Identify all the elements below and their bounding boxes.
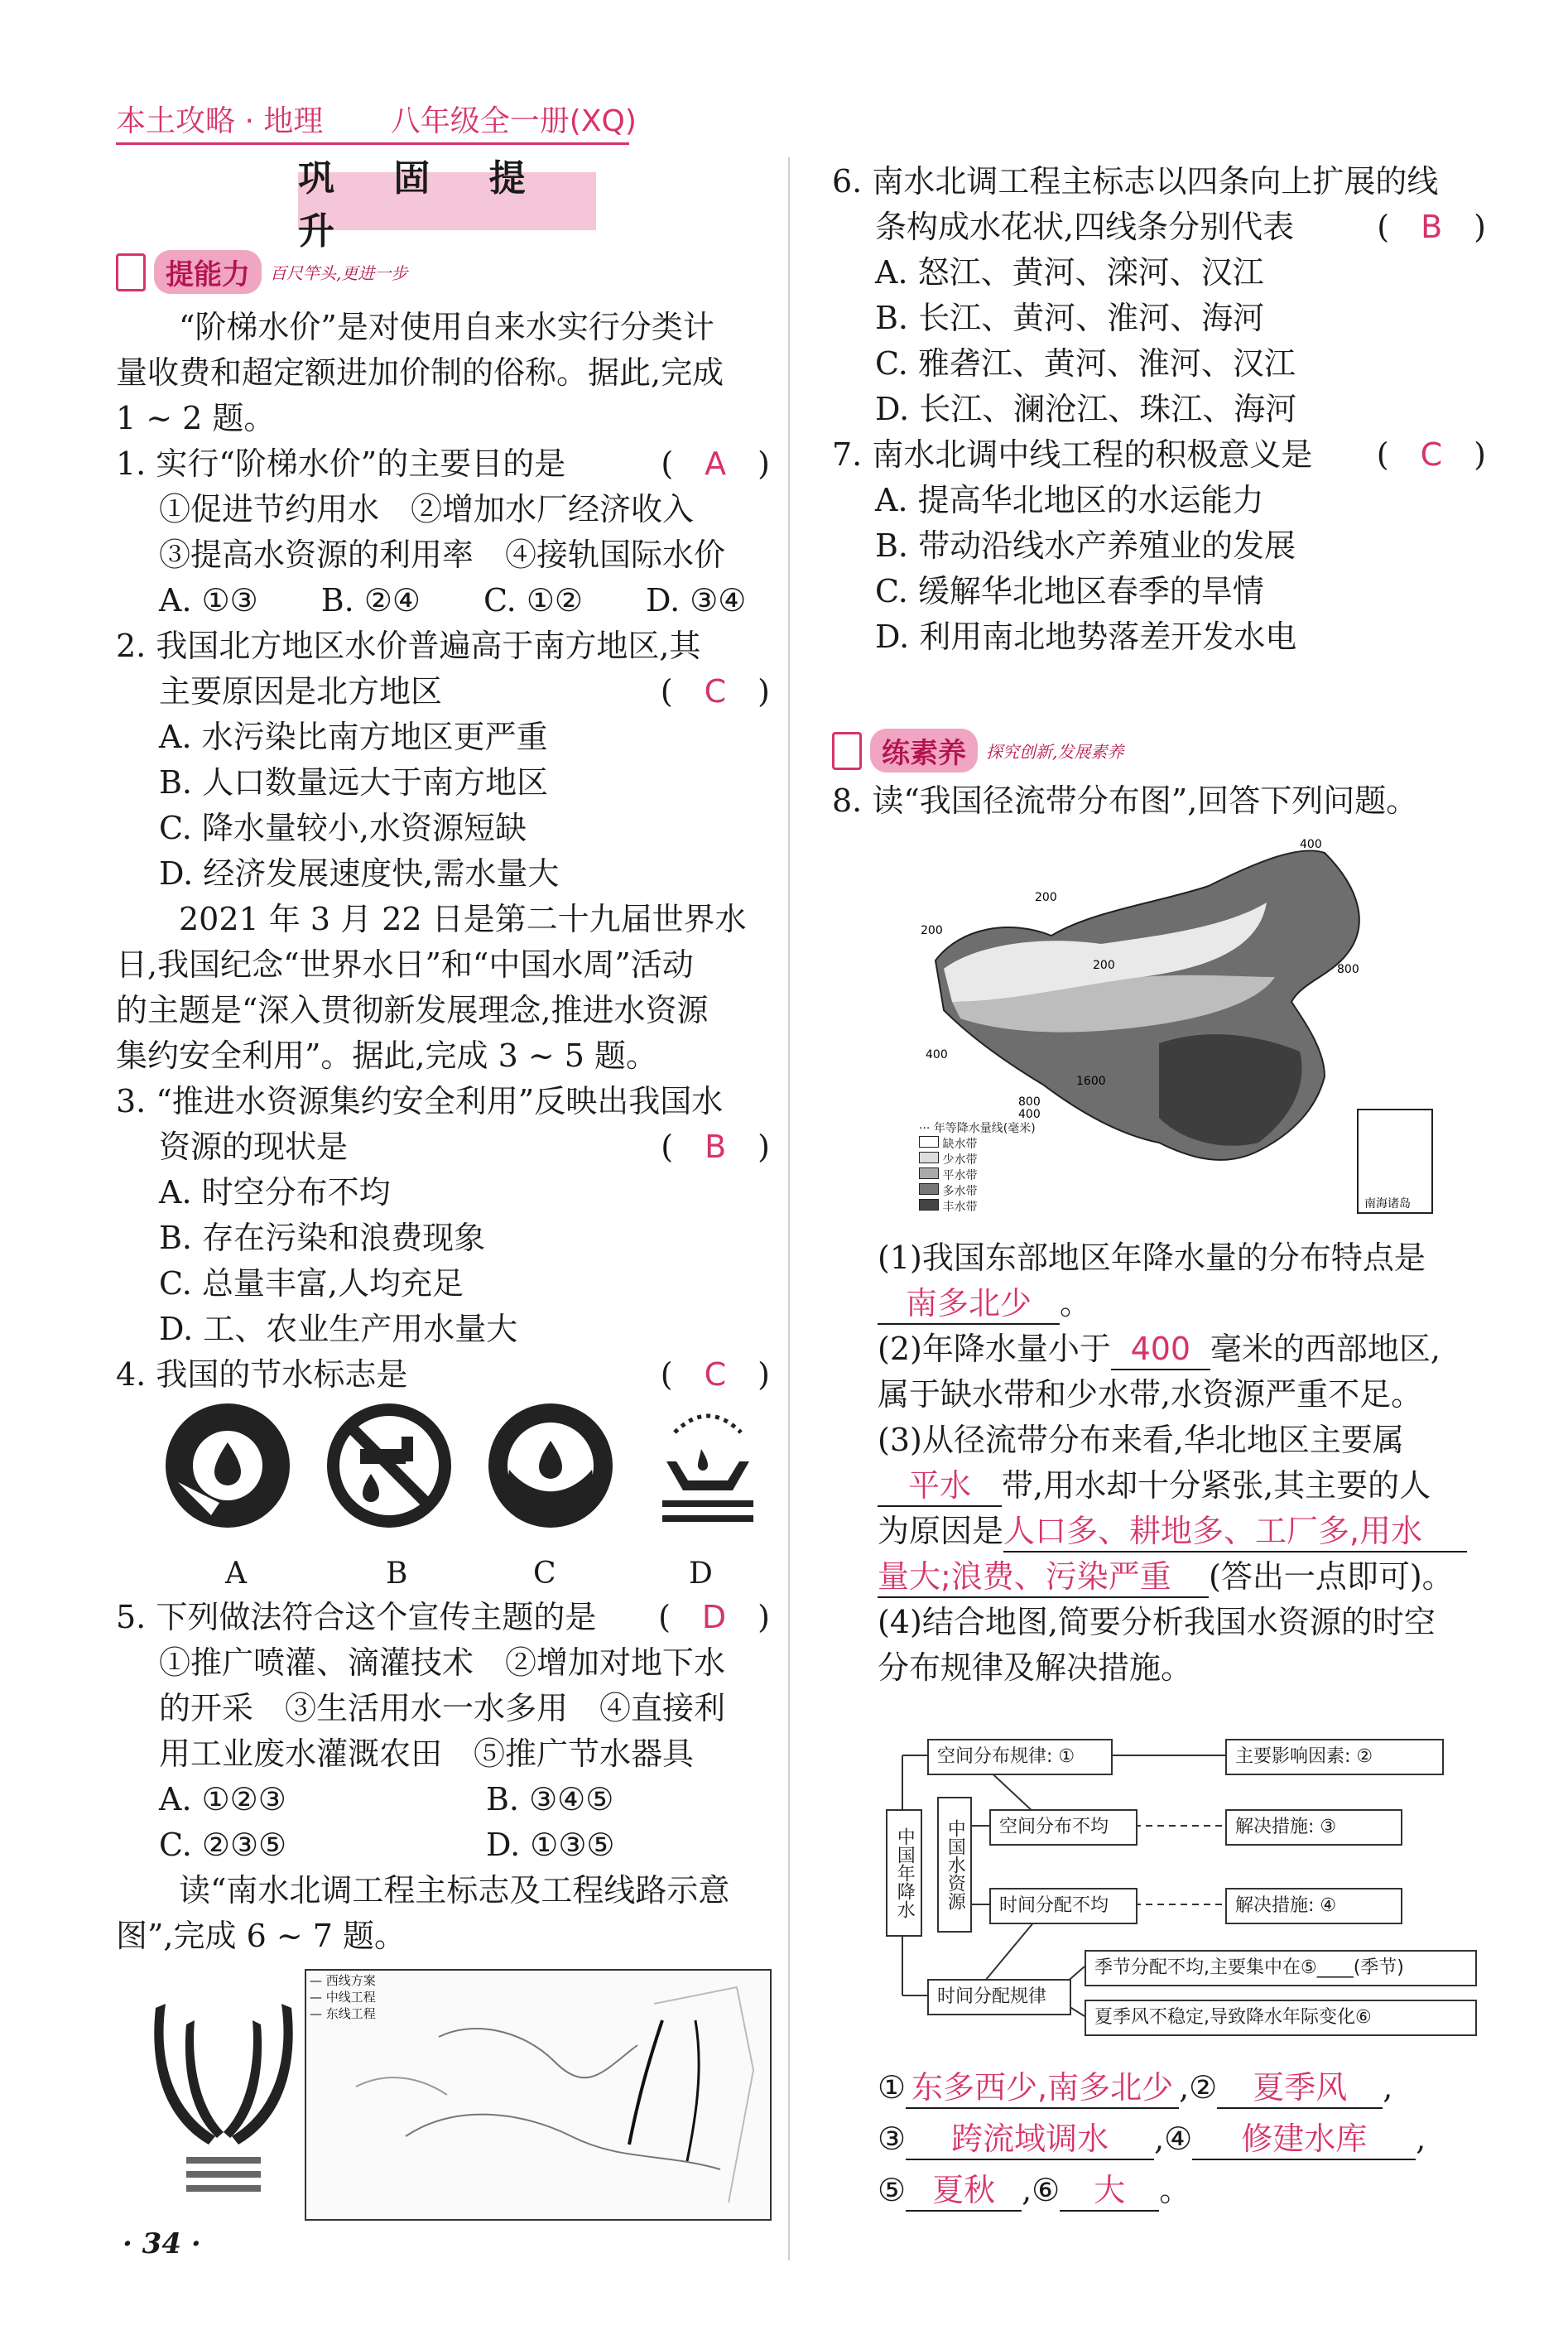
q8-p3: (3)从径流带分布来看,华北地区主要属 [878,1422,1404,1458]
q6-stem2: 条构成水花状,四线条分别代表 ( B ) [875,209,1486,245]
q6-option: B. 长江、黄河、淮河、海河 [875,300,1265,336]
logo-b-icon [327,1403,451,1528]
water-saving-logos [161,1399,774,1540]
q3-option: B. 存在污染和浪费现象 [159,1220,486,1256]
route-legend [310,1972,376,2022]
logo-label-a: A [225,1557,247,1591]
badge-literacy-label: 练素养 [870,729,978,773]
q5-answer: D [701,1599,727,1635]
q1-line: ③提高水资源的利用率 ④接轨国际水价 [159,537,726,573]
q7-option: D. 利用南北地势落差开发水电 [875,619,1297,655]
logo-a-icon [166,1403,290,1528]
q8-a3b-1: 人口多、耕地多、工厂多,用水 [1003,1511,1467,1553]
answer-4: 修建水库 [1192,2119,1416,2160]
q8-a2: 400 [1111,1329,1210,1370]
q5-options-ab: A. ①②③ B. ③④⑤ [159,1781,614,1817]
q8-p3-line3: 为原因是人口多、耕地多、工厂多,用水 [878,1509,1507,1554]
answer-5: 夏秋 [906,2170,1022,2212]
q8-p3-line2: 平水 带,用水却十分紧张,其主要的人 [878,1463,1507,1509]
runoff-legend [919,1122,1036,1215]
q5-stem: 5. 下列做法符合这个宣传主题的是 ( D ) [116,1599,770,1635]
q8-p1: (1)我国东部地区年降水量的分布特点是 [878,1240,1426,1276]
logo-label-d: D [689,1557,713,1591]
legend-item: 少水带 [919,1152,1036,1167]
q5-line: 用工业废水灌溉农田 ⑤推广节水器具 [159,1735,695,1772]
q8-p2: (2)年降水量小于 400 毫米的西部地区, [878,1326,1507,1372]
map-label: 200 [1035,891,1057,904]
legend-item: 平水带 [919,1167,1036,1183]
q7-answer: C [1420,436,1443,473]
legend-item: 缺水带 [919,1136,1036,1152]
q3-stem2: 资源的现状是 ( B ) [159,1129,770,1165]
left-column-lower [116,1595,770,1959]
flow-factor: 主要影响因素: ② [1225,1739,1444,1775]
badge-ability [116,250,407,294]
right-column [832,159,1486,660]
flow-space-rule: 空间分布规律: ① [927,1739,1113,1775]
logo-label-c: C [533,1557,556,1591]
q3-option: D. 工、农业生产用水量大 [159,1311,518,1347]
intro2-line: 的主题是“深入贯彻新发展理念,推进水资源 [116,992,709,1028]
q2-option: B. 人口数量远大于南方地区 [159,764,549,801]
badge-literacy [832,729,1123,773]
intro2-line: 2021 年 3 月 22 日是第二十九届世界水 [179,901,747,937]
answers-line-3: ⑤ 夏秋 ,⑥ 大 。 [878,2164,1507,2216]
answer-6: 大 [1060,2170,1159,2212]
q1-answer: A [705,445,727,482]
q5-line: ①推广喷灌、滴灌技术 ②增加对地下水 [159,1644,726,1681]
map-label: 200 [1093,959,1115,972]
flow-season: 季节分配不均,主要集中在⑤____(季节) [1085,1950,1477,1986]
intro1-line: 1 ~ 2 题。 [116,400,276,436]
intro2-line: 日,我国纪念“世界水日”和“中国水周”活动 [116,946,694,983]
legend-item: 丰水带 [919,1199,1036,1215]
q1-stem: 1. 实行“阶梯水价”的主要目的是 ( A ) [116,445,770,482]
q8-p2c: 属于缺水带和少水带,水资源严重不足。 [878,1376,1423,1413]
logo-label-b: B [386,1557,408,1591]
map-label: 400 [926,1048,948,1061]
inset-label: 南海诸岛 [1364,1197,1411,1211]
q3-option: C. 总量丰富,人均充足 [159,1265,464,1302]
legend-item: 多水带 [919,1183,1036,1199]
q2-answer: C [704,673,727,710]
legend-west: — 西线方案 [310,1973,376,1988]
q3-option: A. 时空分布不均 [159,1174,391,1211]
map-label: 800 [1018,1095,1041,1109]
south-north-logo-icon [141,1995,306,2202]
q8-a1: 南多北少 [878,1283,1060,1325]
column-divider [788,157,790,2260]
map-label: 400 [1018,1108,1041,1121]
page-number: · 34 · [123,2227,201,2260]
q6-option: A. 怒江、黄河、滦河、汉江 [875,254,1264,291]
q1-line: ①促进节约用水 ②增加水厂经济收入 [159,491,695,527]
q2-option: C. 降水量较小,水资源短缺 [159,810,527,846]
book-icon [116,253,146,291]
intro2-line: 集约安全利用”。据此,完成 3 ~ 5 题。 [116,1037,658,1074]
flow-measure-3: 解决措施: ③ [1225,1809,1402,1846]
flow-china-water: 中国水资源 [937,1797,972,1933]
intro1-line: 量收费和超定额进加价制的俗称。据此,完成 [116,354,724,391]
q6-option: C. 雅砻江、黄河、淮河、汉江 [875,345,1296,382]
q2-option: D. 经济发展速度快,需水量大 [159,855,560,892]
answer-2: 夏季风 [1217,2068,1383,2109]
q3-answer: B [705,1129,727,1165]
answer-3: 跨流域调水 [906,2119,1154,2160]
q8-stem: 8. 读“我国径流带分布图”,回答下列问题。 [832,782,1418,819]
q7-option: A. 提高华北地区的水运能力 [875,482,1264,518]
q8-a3: 平水 [878,1466,1002,1507]
flow-space-uneven: 空间分布不均 [989,1809,1138,1846]
q8-p3-line4: 量大;浪费、污染严重 (答出一点即可)。 [878,1554,1507,1600]
q8-p4: (4)结合地图,简要分析我国水资源的时空 [878,1604,1436,1640]
q4-stem: 4. 我国的节水标志是 ( C ) [116,1356,770,1393]
flow-measure-4: 解决措施: ④ [1225,1888,1402,1924]
answers-line-2: ③ 跨流域调水 ,④ 修建水库 , [878,2113,1507,2164]
map-label: 800 [1337,963,1359,976]
header-book: 本土攻略 · 地理 [116,104,324,138]
legend-east: — 东线工程 [310,2006,376,2021]
q3-stem: 3. “推进水资源集约安全利用”反映出我国水 [116,1083,724,1119]
q7-option: B. 带动沿线水产养殖业的发展 [875,527,1296,564]
answer-1: 东多西少,南多北少 [906,2068,1179,2109]
flow-answers [878,2062,1507,2216]
badge-ability-sub: 百尺竿头,更进一步 [270,263,408,283]
intro1-line: “阶梯水价”是对使用自来水实行分类计 [179,309,714,345]
q5-line: 的开采 ③生活用水一水多用 ④直接利 [159,1690,726,1726]
intro3-line: 读“南水北调工程主标志及工程线路示意 [179,1872,730,1909]
legend-title: ··· 年等降水量线(毫米) [919,1122,1036,1135]
q8-a3b-2: 量大;浪费、污染严重 [878,1557,1209,1598]
intro3-line: 图”,完成 6 ~ 7 题。 [116,1918,406,1954]
q8-parts [878,1235,1507,1691]
q8-p4b: 分布规律及解决措施。 [878,1649,1193,1686]
flow-time-rule: 时间分配规律 [927,1979,1071,2015]
section-title: 巩 固 提 升 [298,172,596,230]
badge-ability-label: 提能力 [154,250,262,294]
runoff-map [911,836,1441,1217]
legend-middle: — 中线工程 [310,1990,376,2005]
answers-line-1: ① 东多西少,南多北少 ,② 夏季风 , [878,2062,1507,2113]
flag-icon [832,732,862,770]
flow-time-uneven: 时间分配不均 [989,1888,1138,1924]
flow-monsoon: 夏季风不稳定,导致降水年际变化⑥ [1085,2000,1477,2036]
q7-stem: 7. 南水北调中线工程的积极意义是 ( C ) [832,436,1486,473]
q2-stem: 2. 我国北方地区水价普遍高于南方地区,其 [116,628,701,664]
left-column [116,305,770,1398]
running-header [116,98,695,140]
q2-stem2: 主要原因是北方地区 ( C ) [159,673,770,710]
badge-literacy-sub: 探究创新,发展素养 [986,742,1124,762]
map-label: 1600 [1076,1075,1106,1088]
q8-stem-wrap [832,778,1486,824]
q6-stem: 6. 南水北调工程主标志以四条向上扩展的线 [832,163,1439,200]
route-map [305,1969,772,2221]
q1-options: A. ①③ B. ②④ C. ①② D. ③④ [159,582,747,619]
q4-answer: C [704,1356,727,1393]
q8-p1-answer-line: 南多北少 。 [878,1281,1507,1326]
logo-d-icon [662,1416,753,1522]
logo-c-icon [488,1403,613,1528]
map-label: 400 [1300,838,1322,851]
q6-option: D. 长江、澜沧江、珠江、海河 [875,391,1297,427]
q7-option: C. 缓解华北地区春季的旱情 [875,573,1264,609]
q6-answer: B [1421,209,1443,245]
map-label: 200 [921,924,943,937]
header-grade: 八年级全一册(XQ) [390,104,637,138]
flowchart [886,1739,1498,2053]
header-rule [116,142,629,145]
flow-china-precip: 中国年降水 [886,1809,922,1937]
q2-option: A. 水污染比南方地区更严重 [159,719,548,755]
q5-options-cd: C. ②③⑤ D. ①③⑤ [159,1827,615,1863]
